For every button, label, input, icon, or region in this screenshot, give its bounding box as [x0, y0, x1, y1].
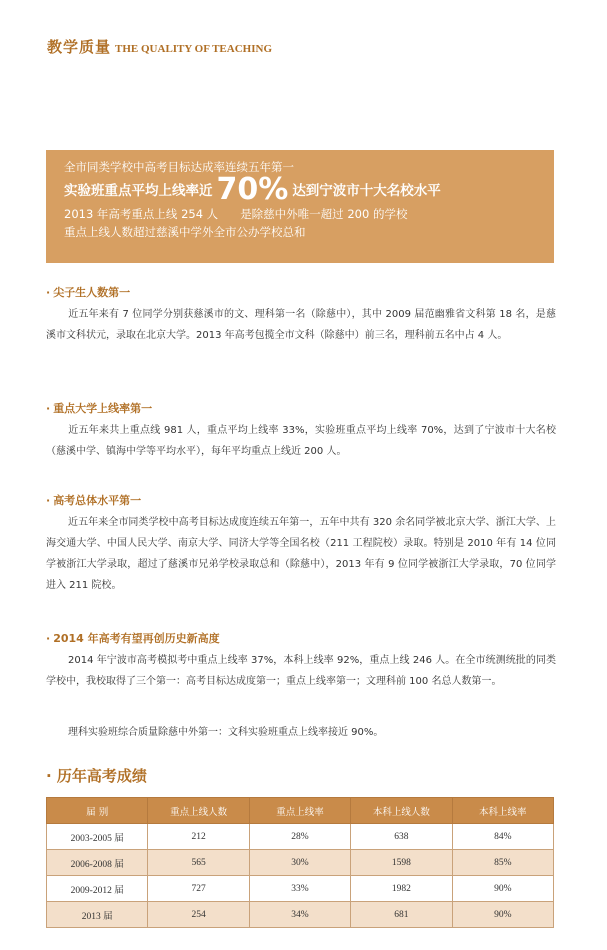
section-text-2: 近五年来共上重点线 981 人，重点平均上线率 33%，实验班重点平均上线率 70%，达到了宁波市十大名校（慈溪中学、镇海中学等平均水平），每年平均重点上线近 200 人。: [46, 425, 556, 457]
banner-percentage: 70%: [216, 172, 289, 207]
history-title: · 历年高考成绩: [46, 767, 147, 785]
section-title-2: · 重点大学上线率第一: [46, 402, 153, 415]
cell: 565: [148, 850, 249, 876]
page-title-en: THE QUALITY OF TEACHING: [115, 43, 272, 55]
page-title: 教学质量: [47, 38, 112, 56]
section-title-1: · 尖子生人数第一: [46, 286, 131, 299]
col-header: 本科上线人数: [351, 798, 452, 824]
page-header: [47, 36, 272, 57]
cell: 212: [148, 824, 249, 850]
cell: 84%: [452, 824, 553, 850]
cell: 681: [351, 902, 452, 928]
col-header: 本科上线率: [452, 798, 553, 824]
banner-line-2: [64, 172, 554, 207]
cell: 254: [148, 902, 249, 928]
table-row: [47, 902, 554, 928]
banner-line-2-pre: 实验班重点平均上线率近: [64, 183, 213, 199]
section-text-3: 近五年来全市同类学校中高考目标达成度连续五年第一，五年中共有 320 余名同学被北京大学、浙江大学、上海交通大学、中国人民大学、南京大学、同济大学等全国名校（211 工程院校）录取。特别是 2010 年有 14 位同学被浙江大学录取，超过了慈溪市兄弟学校录取总和（除慈中），2013 年有 9 位同学被浙江大学录取，70 位同学进入 211 院校。: [46, 517, 556, 591]
section-text-1: 近五年来有 7 位同学分别获慈溪市的文、理科第一名（除慈中），其中 2009 届范幽雅省文科第 18 名，是慈溪市文科状元，录取在北京大学。2013 年高考包揽全市文科（除慈中）前三名，理科前五名中占 4 人。: [46, 309, 556, 341]
cell: 1598: [351, 850, 452, 876]
banner-line-3: [64, 205, 554, 223]
section-text-4b: 理科实验班综合质量除慈中外第一：文科实验班重点上线率接近 90%。: [68, 727, 384, 738]
cell: 2013 届: [47, 902, 148, 928]
cell: 30%: [249, 850, 350, 876]
section-title-4: · 2014 年高考有望再创历史新高度: [46, 632, 220, 645]
cell: 638: [351, 824, 452, 850]
banner-line-4: 重点上线人数超过慈溪中学外全市公办学校总和: [64, 225, 306, 239]
cell: 727: [148, 876, 249, 902]
cell: 85%: [452, 850, 553, 876]
col-header: 届 别: [47, 798, 148, 824]
cell: 1982: [351, 876, 452, 902]
cell: 28%: [249, 824, 350, 850]
results-table: [46, 797, 554, 928]
cell: 34%: [249, 902, 350, 928]
cell: 33%: [249, 876, 350, 902]
cell: 2003-2005 届: [47, 824, 148, 850]
table-row: [47, 850, 554, 876]
banner-line-3a: 2013 年高考重点上线 254 人: [64, 207, 219, 221]
table-header-row: [47, 798, 554, 824]
banner-line-2-post: 达到宁波市十大名校水平: [292, 183, 441, 199]
section-text-4: 2014 年宁波市高考模拟考中重点上线率 37%，本科上线率 92%，重点上线 246 人。在全市统测统批的同类学校中，我校取得了三个第一：高考目标达成度第一；重点上线率第一；文理科前 100 名总人数第一。: [46, 655, 556, 687]
banner-line-3b: 是除慈中外唯一超过 200 的学校: [240, 207, 408, 221]
col-header: 重点上线率: [249, 798, 350, 824]
cell: 2009-2012 届: [47, 876, 148, 902]
cell: 90%: [452, 902, 553, 928]
cell: 2006-2008 届: [47, 850, 148, 876]
banner-line-1: 全市同类学校中高考目标达成率连续五年第一: [64, 160, 294, 174]
table-row: [47, 824, 554, 850]
cell: 90%: [452, 876, 553, 902]
section-title-3: · 高考总体水平第一: [46, 494, 142, 507]
col-header: 重点上线人数: [148, 798, 249, 824]
highlight-banner: [46, 150, 554, 263]
table-row: [47, 876, 554, 902]
